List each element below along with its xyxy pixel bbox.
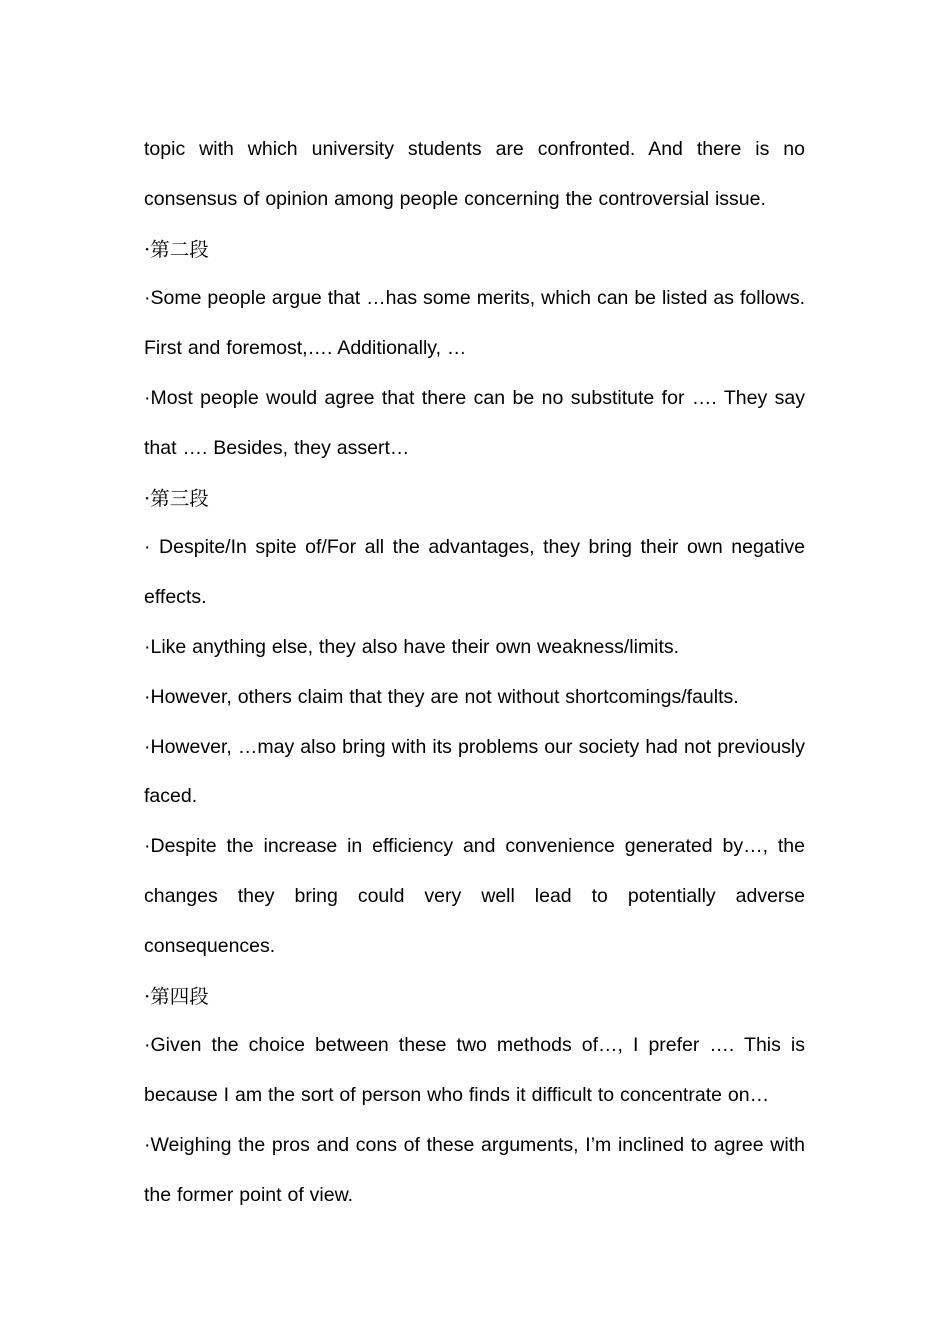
- paragraph-shortcomings: ·However, others claim that they are not without shortcomings/faults.: [144, 685, 739, 708]
- paragraph-intro-continuation: topic with which university students are confronted. And there is no consensus of opinion among people concerning the controversial issue.: [144, 138, 805, 210]
- paragraph-adverse-consequences: ·Despite the increase in efficiency and convenience generated by…, the changes they bring could very well lead to potentially adverse consequences.: [144, 835, 805, 957]
- paragraph-no-substitute: ·Most people would agree that there can be no substitute for …. They say that …. Besides, they assert…: [144, 386, 805, 459]
- paragraph-weakness: ·Like anything else, they also have their own weakness/limits.: [144, 635, 680, 658]
- paragraph-conclusion: ·Weighing the pros and cons of these arguments, I’m inclined to agree with the former point of view.: [144, 1133, 805, 1206]
- section-heading-4: ·第四段: [144, 984, 209, 1008]
- paragraph-problems: ·However, …may also bring with its problems our society had not previously faced.: [144, 735, 805, 808]
- section-heading-2: ·第二段: [144, 237, 209, 261]
- paragraph-preference: ·Given the choice between these two methods of…, I prefer …. This is because I am the sort of person who finds it difficult to concentrate on…: [144, 1034, 805, 1107]
- paragraph-despite-advantages: · Despite/In spite of/For all the advantages, they bring their own negative effects.: [144, 536, 805, 609]
- paragraph-merits: ·Some people argue that …has some merits, which can be listed as follows. First and foremost,…. Additionally, …: [144, 287, 805, 360]
- document-body: [144, 125, 805, 1221]
- section-heading-3: ·第三段: [144, 486, 209, 510]
